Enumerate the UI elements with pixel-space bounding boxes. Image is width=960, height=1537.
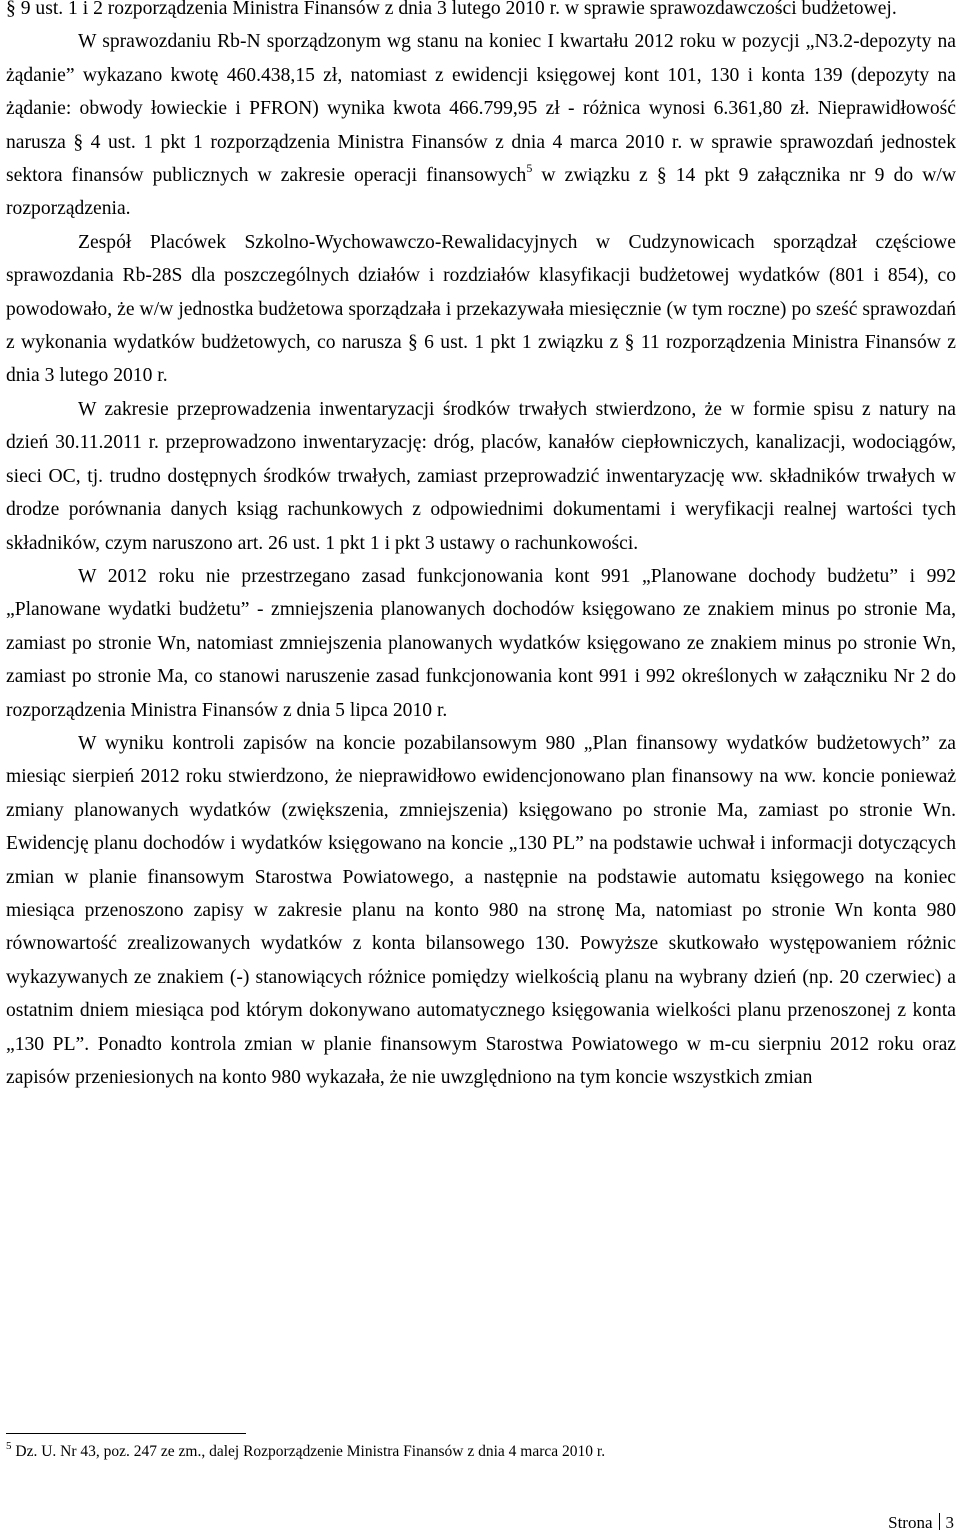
text-line: wartości tych składników, czym naruszono art. 26 ust. 1 pkt 1 i pkt 3 ustawy — [6, 499, 956, 554]
text-line: o rachunkowości. — [499, 532, 639, 554]
text-line: co stanowi naruszenie zasad funkcjonowania kont 991 i 992 określonych w załączniku Nr 2 do — [194, 666, 957, 688]
paragraph — [6, 393, 956, 560]
footnote-separator — [6, 1433, 246, 1434]
text-line: sporządzała i przekazywała miesięcznie (w tym roczne) po sześć sprawozdań z wykonania — [6, 298, 956, 354]
text-line: plan finansowy na ww. koncie ponieważ zmiany planowanych wydatków (zwiększenia, — [6, 766, 957, 821]
document-body — [6, 0, 956, 1094]
paragraph — [6, 226, 956, 393]
text-line: ust. 1 pkt 1 rozporządzenia Ministra Finansów z dnia 4 marca 2010 r. w sprawie sprawozdań — [107, 131, 874, 153]
text-line: księgowej kont 101, 130 i konta 139 (depozyty na żądanie: obwody łowieckie i PFRON) — [6, 64, 956, 120]
page-number: 3 — [945, 1513, 954, 1532]
text-line: sporządzał częściowe sprawozdania Rb-28S dla poszczególnych działów i rozdziałów — [6, 231, 956, 287]
text-line: podstawie automatu księgowego na koniec miesiąca przenoszono zapisy w zakresie planu na — [6, 866, 956, 921]
text-line: wynika kwota 466.799,95 zł - różnica wynosi 6.361,80 zł. Nieprawidłowość narusza § 4 — [6, 98, 957, 153]
paragraph — [6, 560, 956, 727]
text-line: pkt 9 załącznika nr 9 do w/w rozporządzenia. — [6, 165, 957, 220]
footnote-reference: 5 — [526, 160, 533, 175]
footnote-text: Dz. U. Nr 43, poz. 247 ze zm., dalej Rozporządzenie Ministra Finansów z dnia 4 marca 2010 r. — [11, 1443, 606, 1460]
text-line: i informacji dotyczących zmian w planie finansowym Starostwa Powiatowego, a następnie na — [6, 833, 956, 888]
page-footer — [888, 1512, 954, 1534]
text-line: w formie spisu z natury na dzień 30.11.2011 r. przeprowadzono inwentaryzację: dróg, placów, — [6, 398, 956, 454]
text-line: § 9 ust. 1 i 2 rozporządzenia Ministra Finansów z dnia 3 lutego 2010 r. w sprawie — [6, 0, 645, 19]
footer-separator — [939, 1513, 940, 1530]
text-line: księgowano ze znakiem minus po stronie Ma, zamiast po stronie Wn, natomiast zmniejszenia — [6, 599, 957, 654]
text-line: wydatków z konta bilansowego 130. Powyższe skutkowało występowaniem różnic — [260, 933, 957, 955]
paragraph — [6, 727, 956, 1094]
text-line: Finansów z dnia 3 lutego 2010 r. — [6, 332, 956, 387]
text-line: planowanych wydatków księgowano ze znakiem minus po stronie Wn, zamiast po stronie Ma, — [6, 632, 956, 688]
text-line: w planie finansowym Starostwa Powiatowego w m-cu sierpniu 2012 roku oraz zapisów — [6, 1033, 956, 1088]
text-line: jednostek sektora finansów publicznych w zakresie operacji finansowych$^5$ w związku z § 14 — [6, 131, 957, 187]
footnote-number: 5 — [6, 1439, 12, 1452]
page-label: Strona — [888, 1513, 933, 1532]
text-line: W 2012 roku nie przestrzegano zasad funkcjonowania kont 991 „Planowane dochody — [78, 565, 816, 587]
text-line: w pozycji „N3.2-depozyty na żądanie” wykazano kwotę 460.438,15 zł, natomiast z ewidencji — [6, 31, 956, 86]
text-line: wykazywanych ze znakiem (-) stanowiących różnice pomiędzy wielkością planu na wybrany — [6, 966, 748, 988]
text-line: księgowania wielkości planu przenoszonej z konta „130 PL”. Ponadto kontrola zmian — [6, 1000, 956, 1055]
text-line: klasyfikacji budżetowej wydatków (801 i 854), co powodowało, że w/w jednostka budżetowa — [6, 265, 957, 320]
text-line: sprawozdawczości budżetowej. — [649, 0, 897, 19]
text-line: W sprawozdaniu Rb-N sporządzonym wg stanu na koniec I kwartału 2012 roku — [78, 31, 716, 53]
footnote — [6, 1439, 946, 1462]
text-line: Zespół Placówek Szkolno-Wychowawczo-Rewalidacyjnych w Cudzynowicach — [78, 231, 755, 253]
text-line: dzień (np. 20 czerwiec) a ostatnim dniem miesiąca pod którym dokonywano automatycznego — [6, 966, 957, 1022]
text-line: porównania danych ksiąg rachunkowych z odpowiednimi dokumentami i weryfikacji realnej — [68, 499, 838, 521]
text-line: zmniejszenia) księgowano po stronie Ma, zamiast po stronie Wn. Ewidencję planu dochodów — [6, 799, 956, 855]
text-line: W zakresie przeprowadzenia inwentaryzacji środków trwałych stwierdzono, że — [78, 398, 722, 420]
text-line: przeniesionych na konto 980 wykazała, że nie uwzględniono na tym koncie wszystkich zmian — [75, 1067, 813, 1088]
document-page — [6, 0, 956, 1094]
text-line: budżetu” i 992 „Planowane wydatki budżetu” - zmniejszenia planowanych dochodów — [6, 565, 956, 621]
text-line: budżetowych” za miesiąc sierpień 2012 roku stwierdzono, że nieprawidłowo ewidencjonowano — [6, 732, 956, 788]
text-line: rozporządzenia Ministra Finansów z dnia 5 lipca 2010 r. — [6, 699, 448, 721]
text-line: konto 980 na stronę Ma, natomiast po stronie Wn konta 980 równowartość zrealizowanych — [6, 899, 957, 955]
text-line: wydatków budżetowych, co narusza § 6 ust. 1 pkt 1 związku z § 11 rozporządzenia Ministra — [113, 332, 859, 354]
text-line: trwałych, zamiast przeprowadzić inwentaryzację ww. składników trwałych w drodze — [6, 465, 956, 521]
paragraph — [6, 25, 956, 225]
text-line: kanałów ciepłowniczych, kanalizacji, wodociągów, sieci OC, tj. trudno dostępnych środków — [6, 432, 956, 487]
text-line: W wyniku kontroli zapisów na koncie pozabilansowym 980 „Plan finansowy wydatków — [78, 732, 808, 754]
paragraph — [6, 0, 956, 25]
text-line: i wydatków księgowano na koncie „130 PL” na podstawie uchwał — [230, 833, 755, 855]
